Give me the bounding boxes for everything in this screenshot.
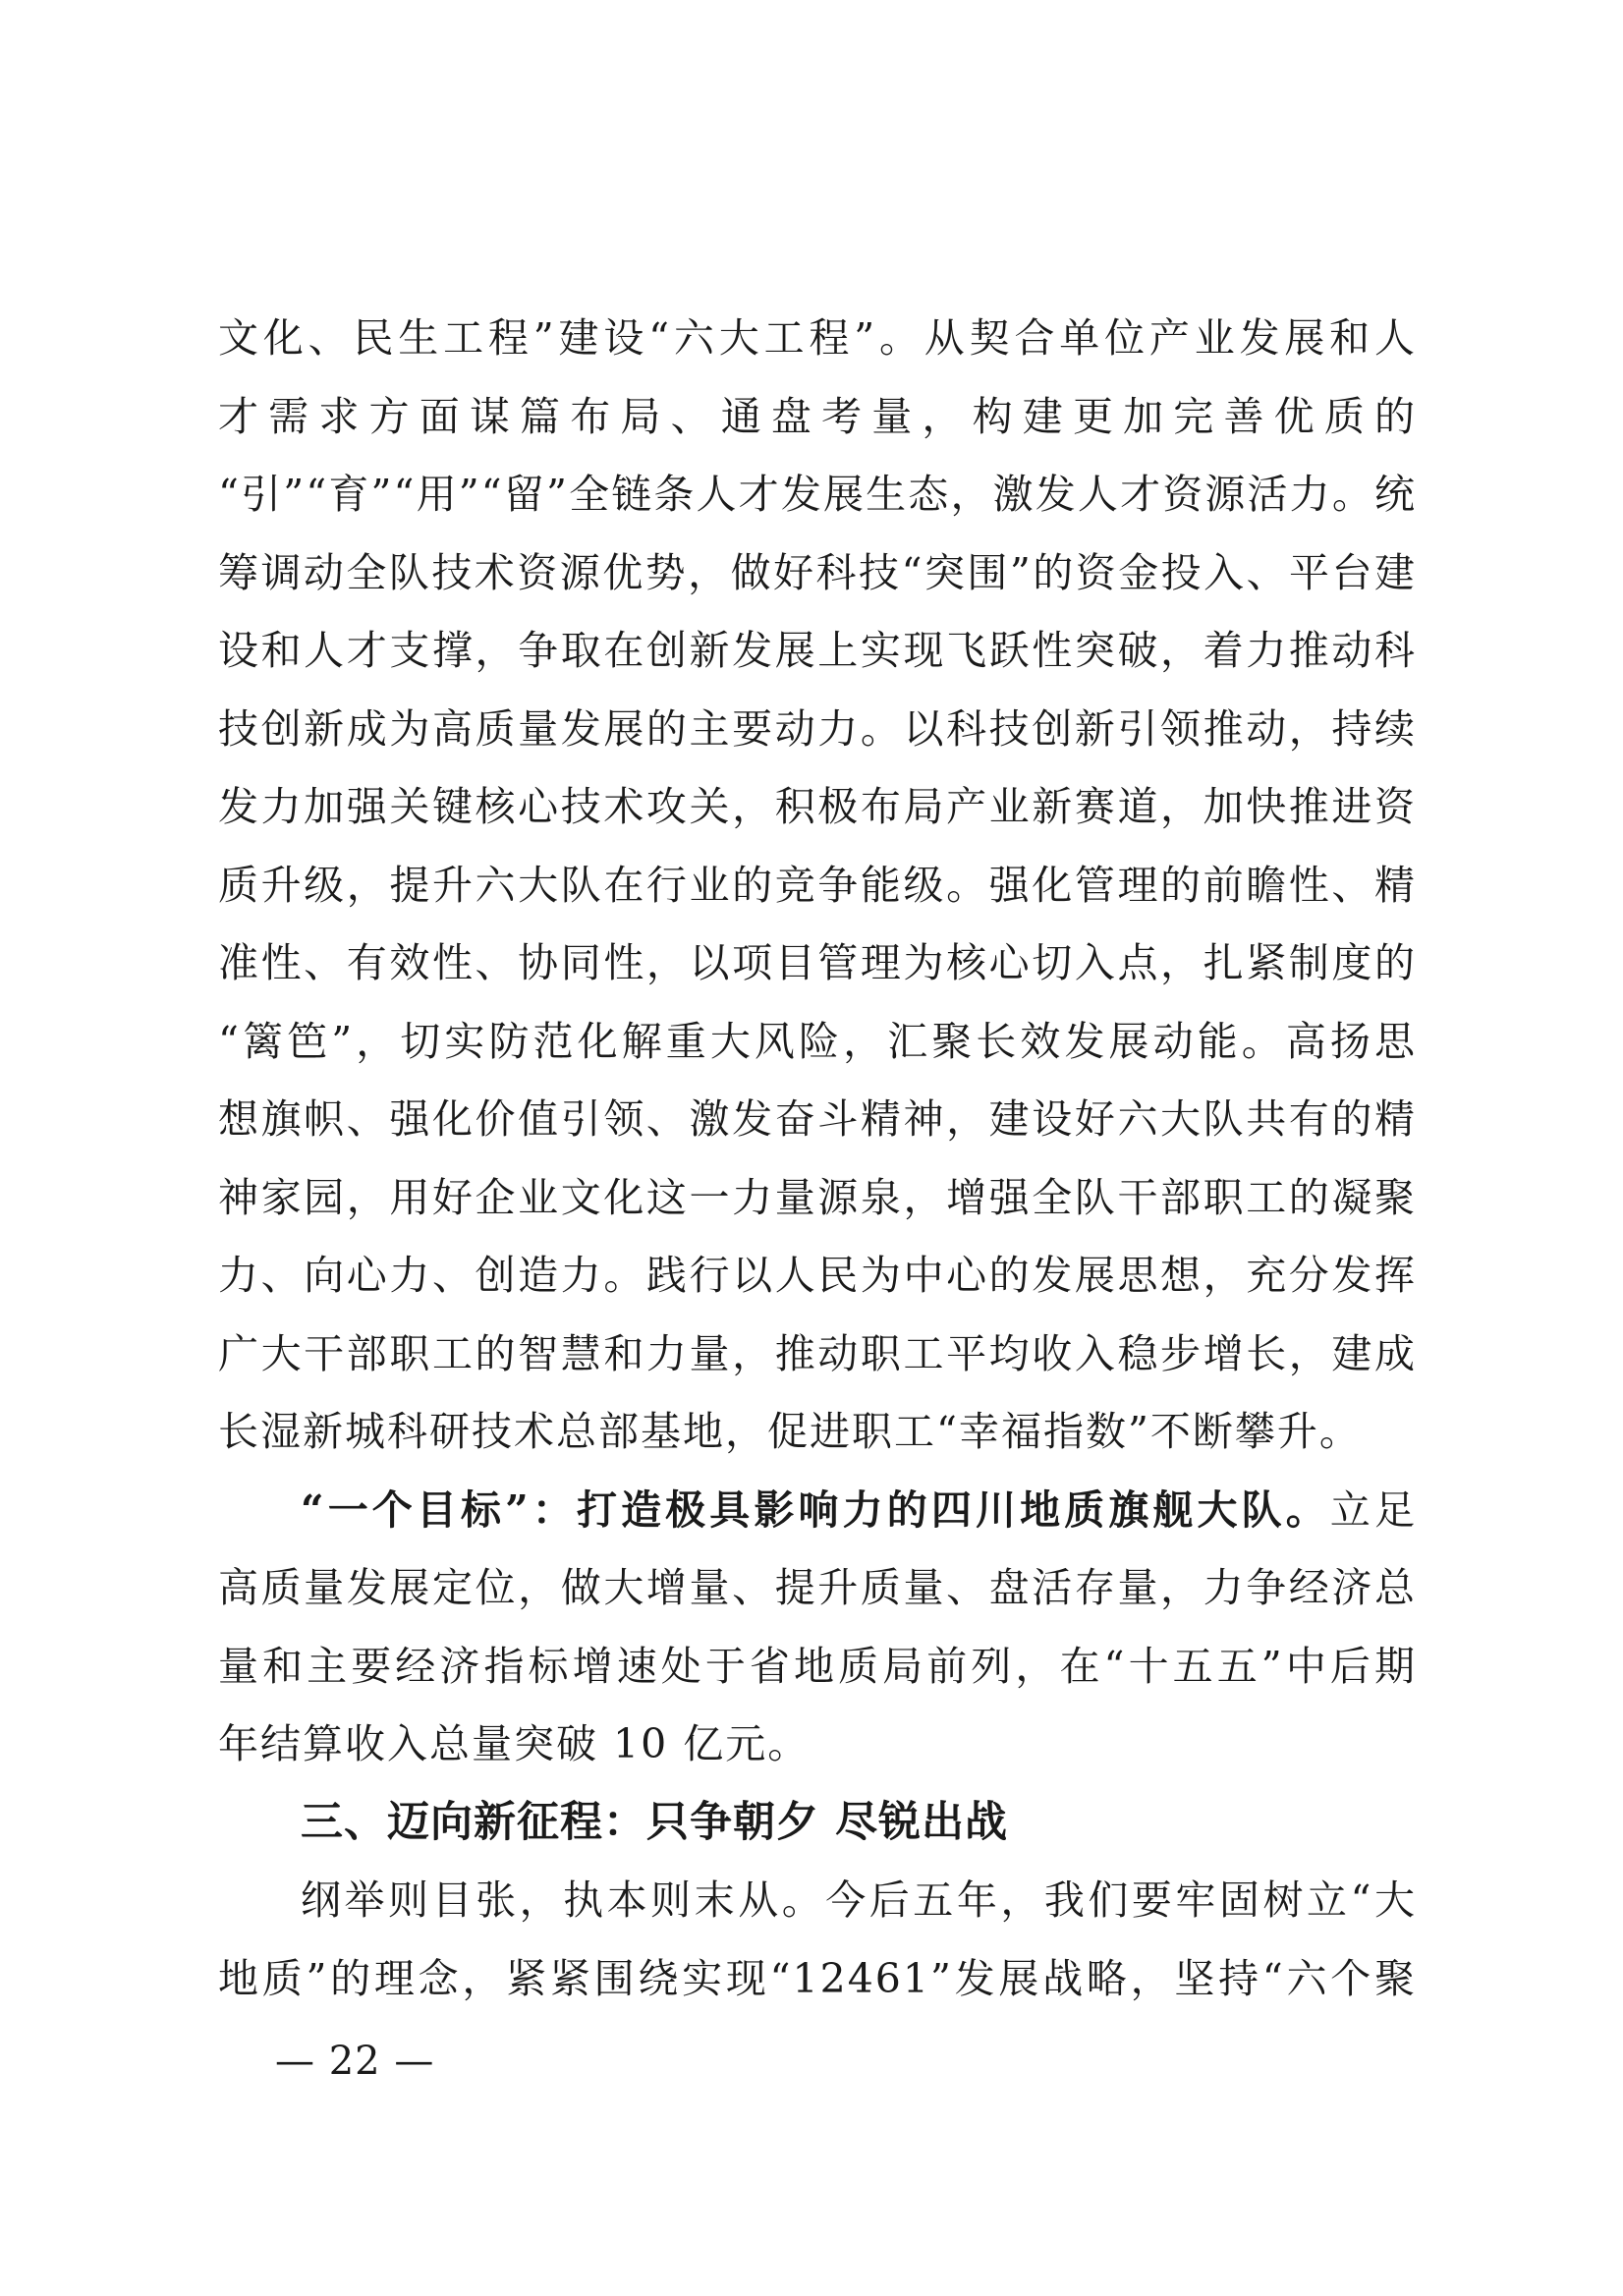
p2-line-1 [218, 1472, 1417, 1550]
goal-lead: “一个目标”：打造极具影响力的四川地质旗舰大队。 [301, 1485, 1330, 1534]
body-text [218, 300, 1417, 2018]
p2-line-2: 高质量发展定位，做大增量、提升质量、盘活存量，力争经济总 [218, 1564, 1417, 1611]
p1-line-3: “引”“育”“用”“留”全链条人才发展生态，激发人才资源活力。统 [218, 471, 1417, 518]
p1-line-10: “篱笆”，切实防范化解重大风险，汇聚长效发展动能。高扬思 [218, 1017, 1417, 1065]
p3-line-1: 纲举则目张，执本则末从。今后五年，我们要牢固树立“大 [301, 1876, 1417, 1924]
page-number: — 22 — [275, 2039, 435, 2084]
p1-line-11: 想旗帜、强化价值引领、激发奋斗精神，建设好六大队共有的精 [218, 1095, 1417, 1143]
p1-line-13: 力、向心力、创造力。践行以人民为中心的发展思想，充分发挥 [218, 1252, 1417, 1299]
p1-line-14: 广大干部职工的智慧和力量，推动职工平均收入稳步增长，建成 [218, 1329, 1417, 1377]
p1-line-15: 长湿新城科研技术总部基地，促进职工“幸福指数”不断攀升。 [218, 1408, 1362, 1455]
section-heading: 三、迈向新征程：只争朝夕 尽锐出战 [301, 1797, 1008, 1847]
p1-line-8: 质升级，提升六大队在行业的竞争能级。强化管理的前瞻性、精 [218, 861, 1417, 909]
p1-line-12: 神家园，用好企业文化这一力量源泉，增强全队干部职工的凝聚 [218, 1173, 1417, 1221]
p1-line-7: 发力加强关键核心技术攻关，积极布局产业新赛道，加快推进资 [218, 783, 1417, 830]
p1-line-9: 准性、有效性、协同性，以项目管理为核心切入点，扎紧制度的 [218, 939, 1417, 986]
p1-line-5: 设和人才支撑，争取在创新发展上实现飞跃性突破，着力推动科 [218, 627, 1417, 674]
p2-line-4: 年结算收入总量突破 10 亿元。 [218, 1720, 811, 1767]
p1-line-2: 才需求方面谋篇布局、通盘考量，构建更加完善优质的 [218, 392, 1417, 440]
p1-line-6: 技创新成为高质量发展的主要动力。以科技创新引领推动，持续 [218, 704, 1417, 753]
p1-line-4: 筹调动全队技术资源优势，做好科技“突围”的资金投入、平台建 [218, 548, 1417, 596]
p2-line-3: 量和主要经济指标增速处于省地质局前列，在“十五五”中后期 [218, 1642, 1417, 1690]
p3-line-2: 地质”的理念，紧紧围绕实现“12461”发展战略，坚持“六个聚 [218, 1954, 1417, 2002]
p1-line-1: 文化、民生工程”建设“六大工程”。从契合单位产业发展和人 [218, 314, 1417, 362]
goal-lead-rest: 立足 [1329, 1485, 1417, 1534]
